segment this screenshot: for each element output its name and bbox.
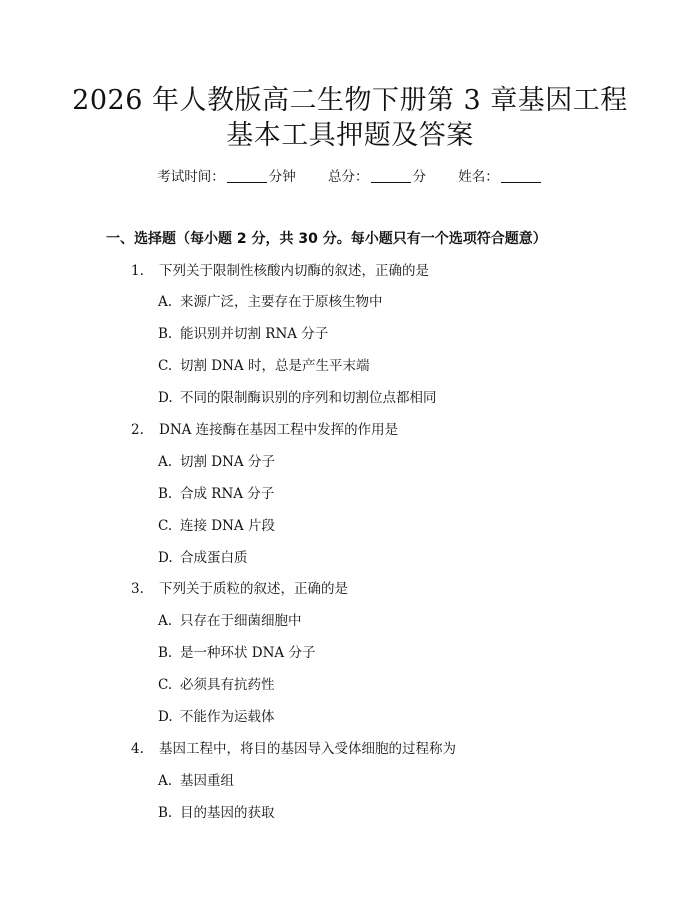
option-letter: A. — [158, 454, 173, 470]
question-item — [131, 579, 348, 599]
option-letter: C. — [158, 518, 173, 534]
question-text: DNA 连接酶在基因工程中发挥的作用是 — [159, 422, 399, 438]
page-title-line-1: 2026 年人教版高二生物下册第 3 章基因工程 — [72, 85, 628, 116]
option-item — [158, 771, 234, 791]
option-item — [158, 484, 274, 504]
exam-meta — [0, 167, 700, 187]
option-text: 连接 DNA 片段 — [180, 518, 275, 534]
exam-time-blank — [227, 168, 267, 183]
option-letter: A. — [158, 613, 173, 629]
option-letter: C. — [158, 358, 173, 374]
option-item — [158, 452, 275, 472]
option-letter: A. — [158, 294, 173, 310]
option-text: 切割 DNA 时，总是产生平末端 — [180, 358, 370, 374]
total-score-field — [328, 167, 426, 187]
option-text: 是一种环状 DNA 分子 — [180, 645, 316, 661]
option-letter: D. — [158, 390, 173, 406]
total-score-unit: 分 — [412, 169, 426, 185]
exam-time-unit: 分钟 — [268, 169, 296, 185]
option-item — [158, 324, 328, 344]
option-text: 来源广泛，主要存在于原核生物中 — [180, 294, 383, 310]
option-item — [158, 388, 437, 408]
page-title-line-2: 基本工具押题及答案 — [226, 120, 474, 151]
option-text: 切割 DNA 分子 — [180, 454, 275, 470]
option-letter: C. — [158, 677, 173, 693]
option-text: 基因重组 — [180, 773, 234, 789]
question-number: 3. — [131, 581, 144, 597]
option-item — [158, 356, 369, 376]
option-text: 只存在于细菌细胞中 — [180, 613, 302, 629]
total-score-blank — [371, 168, 411, 183]
exam-time-label: 考试时间： — [157, 169, 225, 185]
option-item — [158, 707, 275, 727]
exam-time-field — [157, 167, 296, 187]
student-name-label: 姓名： — [458, 169, 499, 185]
option-letter: D. — [158, 709, 173, 725]
section-heading: 一、选择题（每小题 2 分，共 30 分。每小题只有一个选项符合题意） — [106, 231, 547, 247]
option-text: 合成 RNA 分子 — [180, 486, 275, 502]
option-letter: B. — [158, 645, 173, 661]
option-letter: B. — [158, 486, 173, 502]
option-letter: A. — [158, 773, 173, 789]
question-item — [131, 739, 456, 759]
option-text: 必须具有抗药性 — [180, 677, 275, 693]
option-letter: D. — [158, 550, 173, 566]
question-text: 下列关于质粒的叙述，正确的是 — [159, 581, 348, 597]
student-name-blank — [501, 168, 541, 183]
option-letter: B. — [158, 326, 173, 342]
option-item — [158, 292, 383, 312]
option-item — [158, 675, 275, 695]
option-item — [158, 548, 248, 568]
question-item — [131, 420, 398, 440]
question-number: 2. — [131, 422, 144, 438]
question-item — [131, 261, 429, 281]
question-text: 下列关于限制性核酸内切酶的叙述，正确的是 — [159, 263, 429, 279]
option-item — [158, 803, 275, 823]
option-item — [158, 611, 302, 631]
option-item — [158, 516, 275, 536]
question-text: 基因工程中，将目的基因导入受体细胞的过程称为 — [159, 741, 456, 757]
option-text: 目的基因的获取 — [180, 805, 275, 821]
option-text: 能识别并切割 RNA 分子 — [180, 326, 329, 342]
option-letter: B. — [158, 805, 173, 821]
option-text: 合成蛋白质 — [180, 550, 248, 566]
option-text: 不能作为运载体 — [180, 709, 275, 725]
question-number: 1. — [131, 263, 144, 279]
total-score-label: 总分： — [328, 169, 369, 185]
question-number: 4. — [131, 741, 144, 757]
option-item — [158, 643, 315, 663]
student-name-field — [458, 167, 543, 187]
option-text: 不同的限制酶识别的序列和切割位点都相同 — [180, 390, 437, 406]
